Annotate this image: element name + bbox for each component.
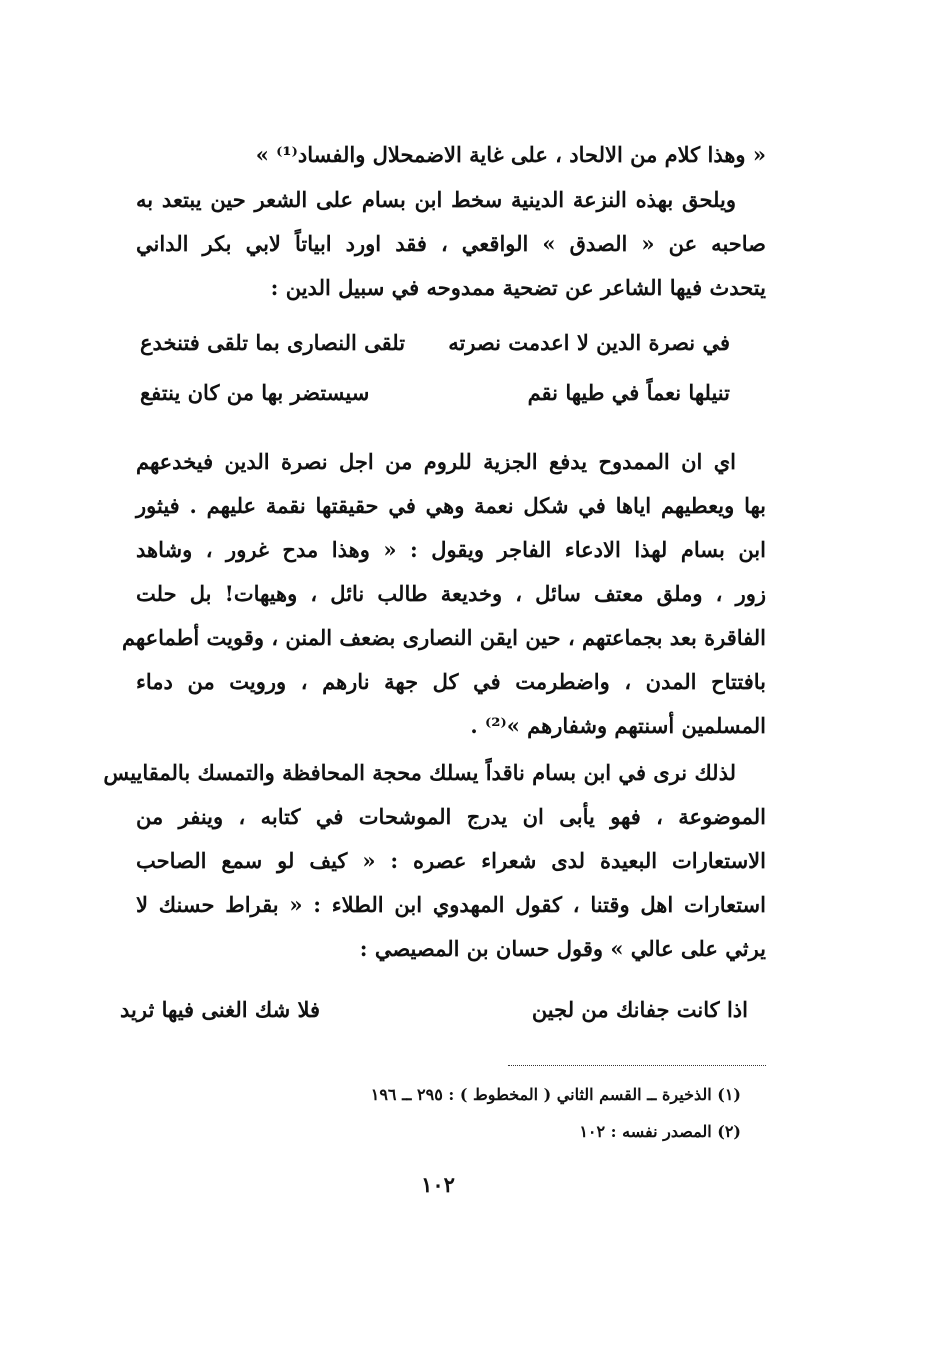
verse-right-hemistich: في نصرة الدين لا اعدمت نصرته: [448, 330, 730, 355]
text-line: صاحبه عن « الصدق » الواقعي ، فقد اورد ابياتاً لابي بكر الداني: [136, 231, 766, 256]
text-line: « وهذا كلام من الالحاد ، على غاية الاضمحلال والفساد⁽¹⁾ »: [255, 142, 766, 167]
text-line: الاستعارات البعيدة لدى شعراء عصره : « كيف لو سمع الصاحب: [136, 848, 766, 873]
verse-left-hemistich: فلا شك الغنى فيها ثريد: [120, 997, 321, 1022]
text-line: الموضوعة ، فهو يأبى ان يدرج الموشحات في كتابه ، وينفر من: [136, 804, 766, 829]
verse-right-hemistich: اذا كانت جفانك من لجين: [531, 997, 748, 1022]
text-line: يرثي على عالي » وقول حسان بن المصيصي :: [359, 936, 766, 961]
verse-left-hemistich: سيستضر بها من كان ينتفع: [140, 380, 370, 405]
text-line: زور ، وملق معتف سائل ، وخديعة طالب نائل ، وهيهات! بل حلت: [136, 581, 766, 606]
text-line: استعارات اهل وقتنا ، كقول المهدوي ابن الطلاء : « بقراط حسنك لا: [136, 892, 766, 917]
footnote: (٢) المصدر نفسه : ١٠٢: [579, 1122, 741, 1141]
footnote-separator: [508, 1065, 766, 1066]
text-line: ويلحق بهذه النزعة الدينية سخط ابن بسام على الشعر حين يبتعد به: [136, 187, 736, 212]
verse-left-hemistich: تلقى النصارى بما تلقى فتنخدع: [140, 330, 406, 355]
text-line: بها ويعطيهم اياها في شكل نعمة وهي في حقيقتها نقمة عليهم . فيثور: [136, 493, 766, 518]
text-line: الفاقرة بعد بجماعتهم ، حين ايقن النصارى بضعف المنن ، وقويت أطماعهم: [121, 625, 766, 650]
footnote: (١) الذخيرة ــ القسم الثاني ( المخطوط ) : ٢٩٥ ــ ١٩٦: [370, 1085, 741, 1104]
text-line: ابن بسام لهذا الادعاء الفاجر ويقول : « وهذا مدح غرور ، وشاهد: [136, 537, 766, 562]
text-line: المسلمين أسنتهم وشفارهم »⁽²⁾ .: [470, 713, 766, 738]
text-line: اي ان الممدوح يدفع الجزية للروم من اجل نصرة الدين فيخدعهم: [136, 449, 736, 474]
page-number: ١٠٢: [421, 1172, 455, 1197]
text-line: بافتتاح المدن ، واضطرمت في كل جهة نارهم ، ورويت من دماء: [136, 669, 766, 694]
text-line: لذلك نرى في ابن بسام ناقداً يسلك محجة المحافظة والتمسك بالمقاييس: [103, 760, 736, 785]
verse-right-hemistich: تنيلها نعماً في طيها نقم: [527, 380, 730, 405]
text-line: يتحدث فيها الشاعر عن تضحية ممدوحه في سبيل الدين :: [270, 275, 766, 300]
